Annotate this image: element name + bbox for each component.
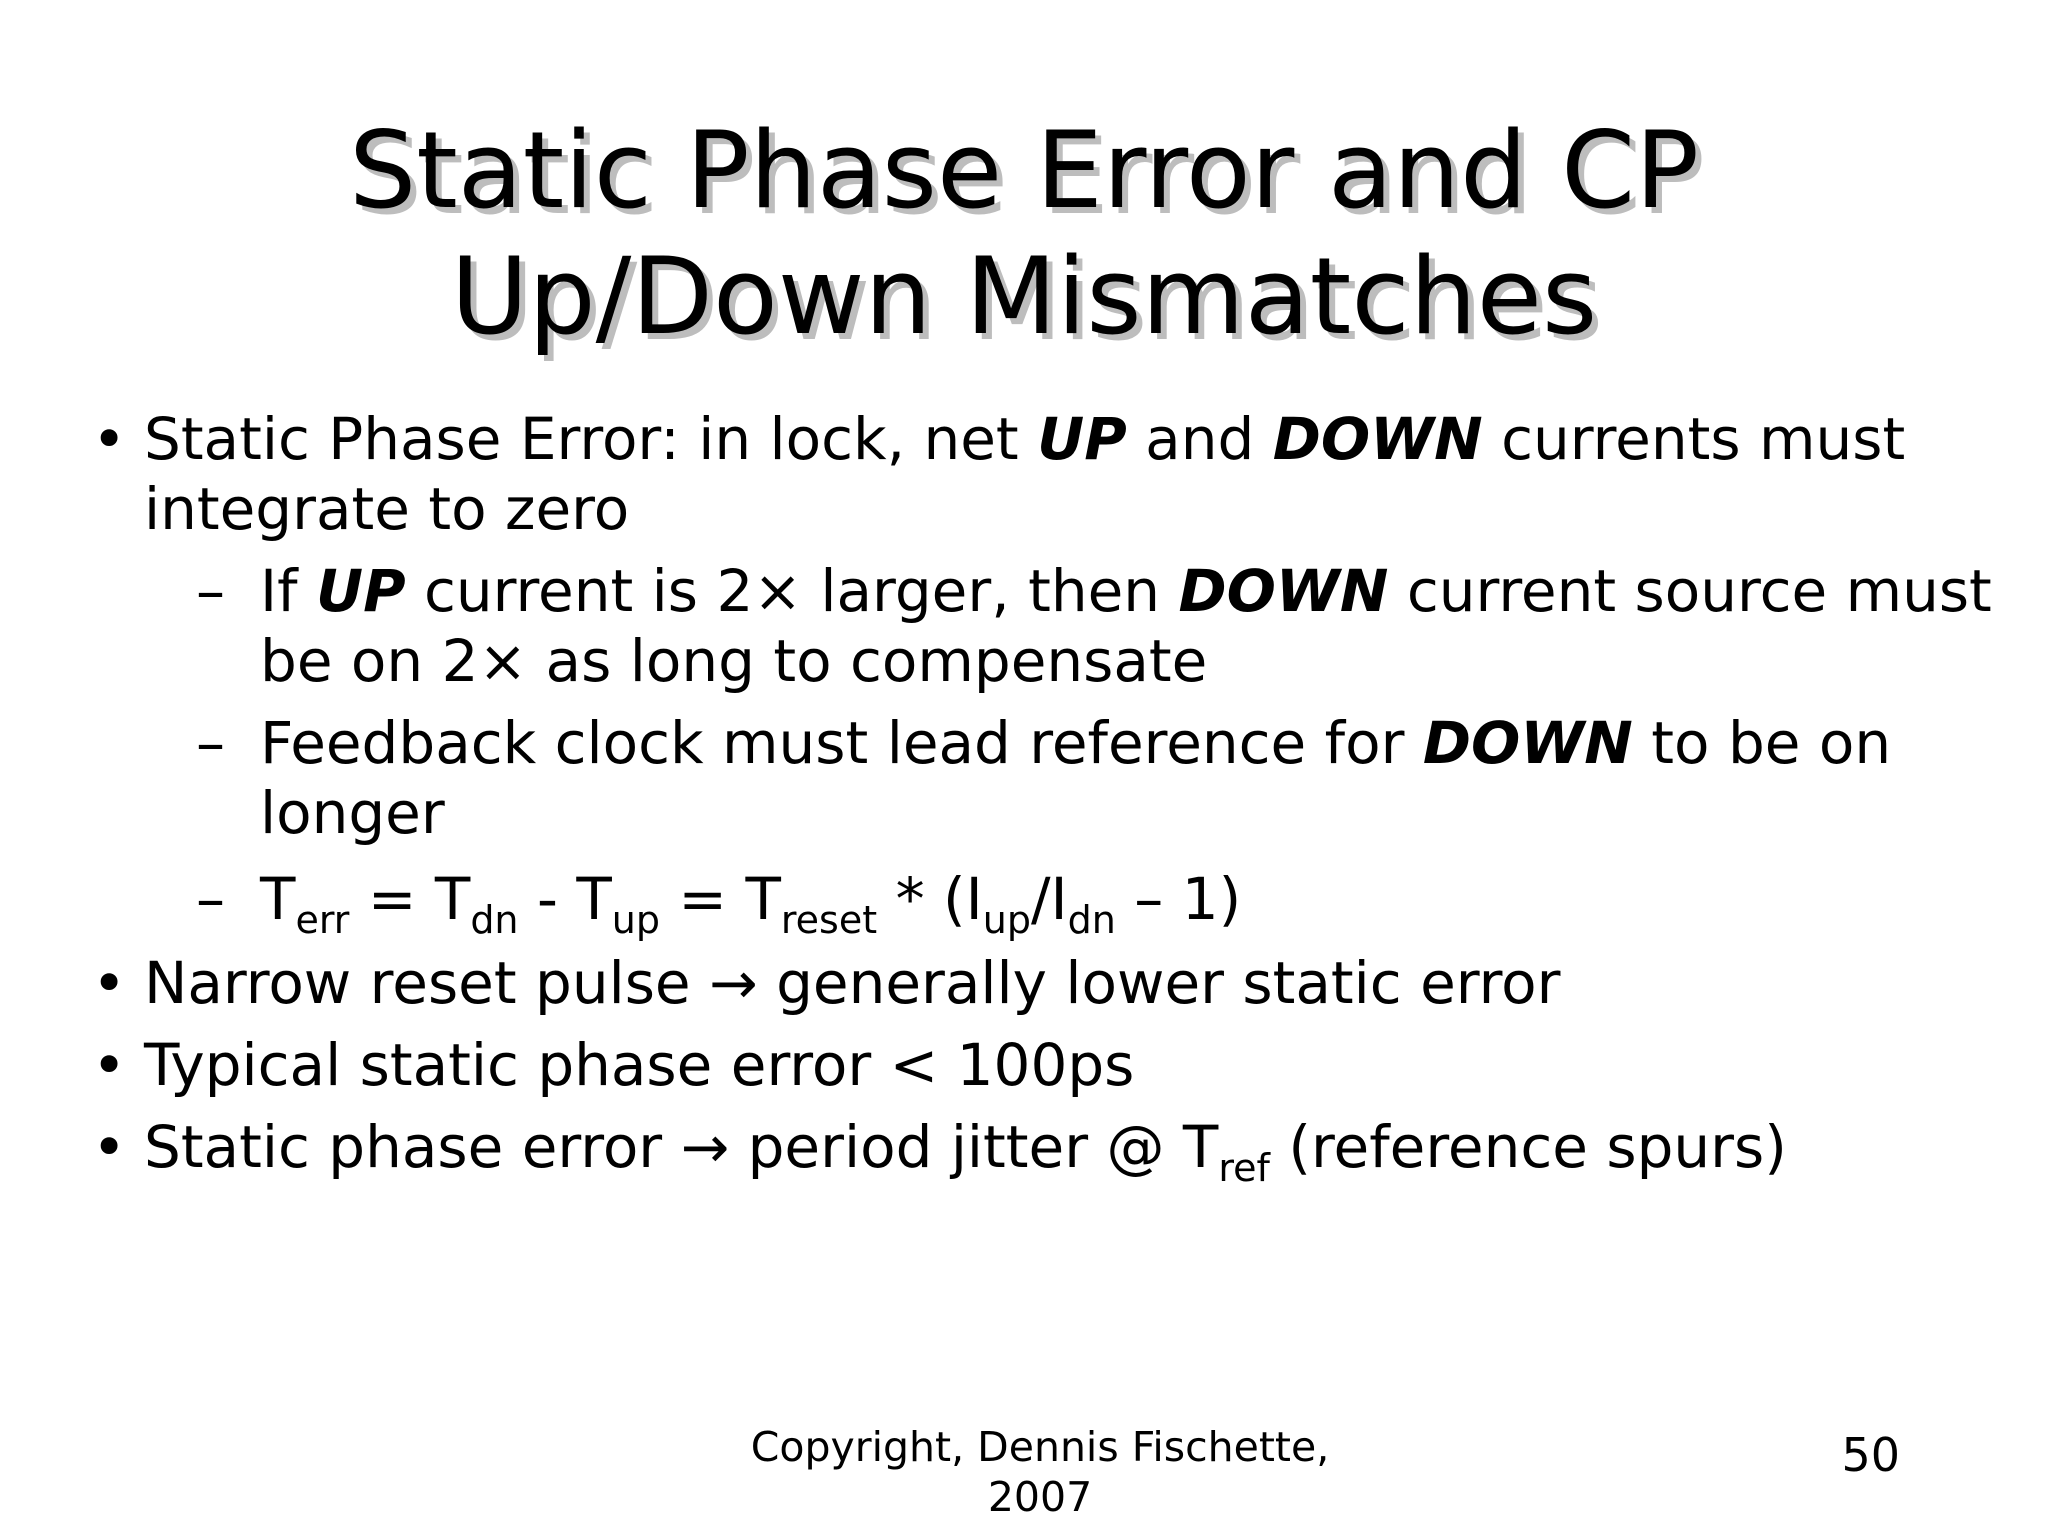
terr-equation: $T_{err} = T_{dn} - T_{up} = T_{reset} * (I_{up}/I_{dn} - 1)$ (260, 865, 1242, 942)
dash-marker: – (196, 557, 225, 625)
bullet-marker: • (92, 949, 127, 1017)
title-line-1: Static Phase Error and CP (348, 109, 1700, 232)
down-emphasis: DOWN (1178, 557, 1389, 625)
down-emphasis: DOWN (1422, 709, 1633, 777)
bullet-2: Narrow reset pulse → generally lower static error (144, 949, 1561, 1017)
bullet-marker: • (92, 1031, 127, 1099)
sub-bullet-1-line-2: be on 2× as long to compensate (260, 627, 1208, 695)
bullet-marker: • (92, 405, 127, 473)
page-number: 50 (1841, 1428, 1900, 1482)
footer-line-1: Copyright, Dennis Fischette, (750, 1423, 1330, 1471)
bullet-4: Static phase error → period jitter @ $T_{ref}$ (reference spurs) (144, 1113, 1787, 1190)
down-emphasis: DOWN (1272, 405, 1483, 473)
up-emphasis: UP (1037, 405, 1127, 473)
bullet-1-line-1: Static Phase Error: in lock, net UP and DOWN currents must (144, 405, 1906, 473)
bullet-1-line-2: integrate to zero (144, 475, 630, 543)
bullet-marker: • (92, 1113, 127, 1181)
sub-bullet-1-line-1: If UP current is 2× larger, then DOWN current source must (260, 557, 1992, 625)
copyright-footer (640, 1422, 1440, 1522)
dash-marker: – (196, 865, 225, 933)
title-line-2: Up/Down Mismatches (450, 235, 1598, 358)
sub-bullet-2-line-2: longer (260, 779, 445, 847)
footer-line-2: 2007 (987, 1473, 1093, 1521)
up-emphasis: UP (315, 557, 406, 625)
dash-marker: – (196, 709, 225, 777)
bullet-3: Typical static phase error < 100ps (144, 1031, 1135, 1099)
sub-bullet-2-line-1: Feedback clock must lead reference for DOWN to be on (260, 709, 1892, 777)
